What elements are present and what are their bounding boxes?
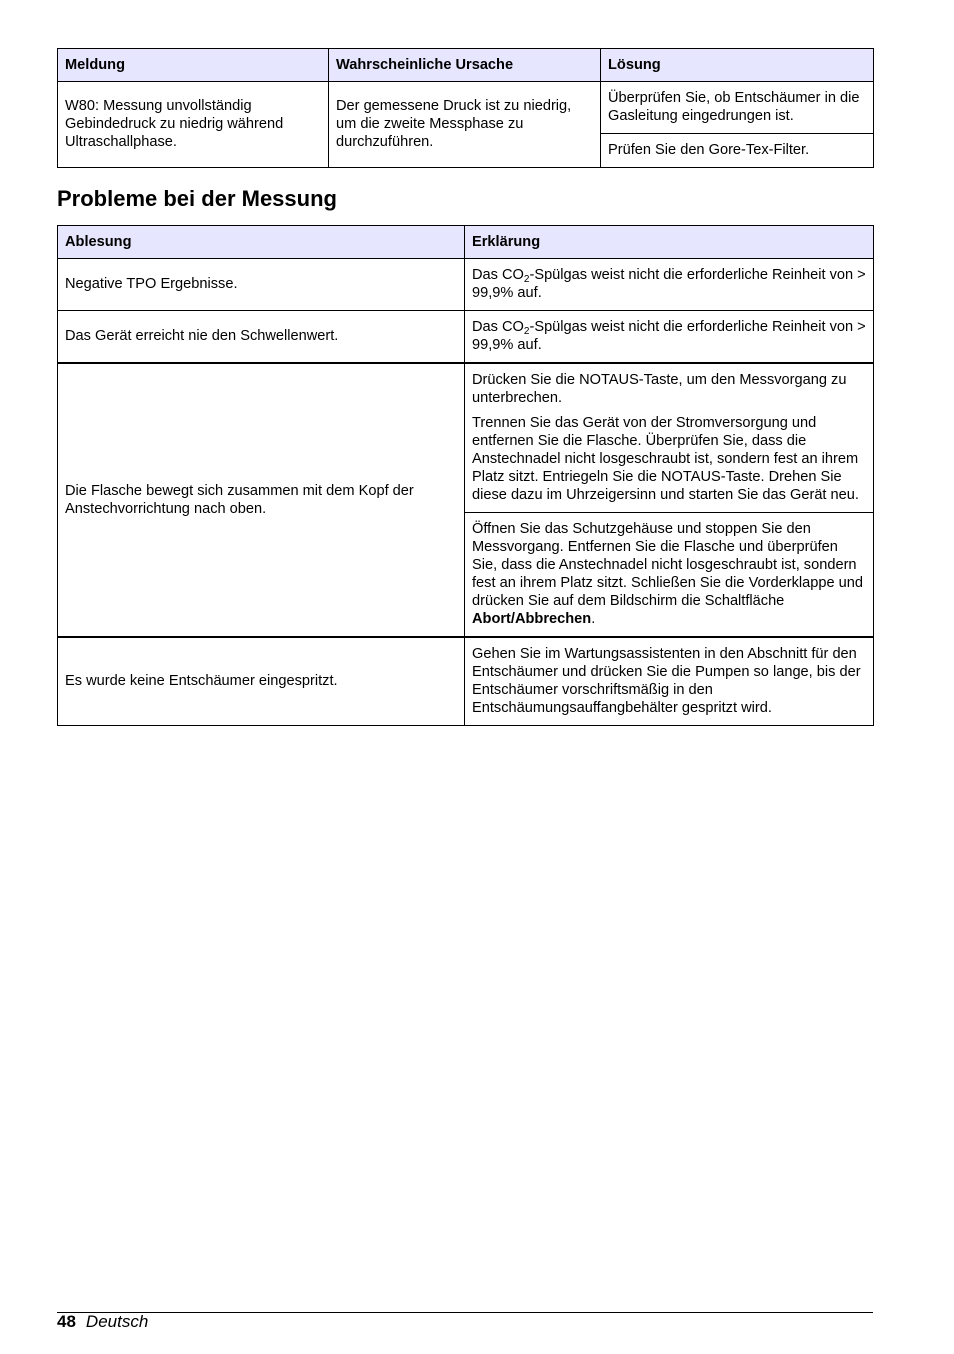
header-ursache: Wahrscheinliche Ursache [329, 49, 601, 82]
loesung-cell: Prüfen Sie den Gore-Tex-Filter. [601, 134, 874, 168]
section-title: Probleme bei der Messung [57, 186, 337, 211]
abort-button-label: Abort/Abbrechen [472, 611, 592, 627]
erklaerung-cell: Öffnen Sie das Schutzgehäuse und stoppen Sie den Messvorgang. Entfernen Sie die Flasche und überprüfen Sie, dass die Anstechnadel nicht losgeschraubt ist, sondern fest an ihrem Platz sitzt. Schließen Sie die Vorderklappe und drücken Sie auf dem Bildschirm die Schaltfläche Abort/Abbrechen. [465, 513, 874, 638]
table-row [58, 259, 874, 311]
measurement-problems-table [57, 225, 874, 726]
table-row [58, 637, 874, 726]
erklaerung-cell: Drücken Sie die NOTAUS-Taste, um den Messvorgang zu unterbrechen. Trennen Sie das Gerät von der Stromversorgung und entfernen Sie die Flasche. Überprüfen Sie, dass die Anstechnadel nicht losgeschraubt ist, sondern fest an ihrem Platz sitzt. Entriegeln Sie die NOTAUS-Taste. Drehen Sie diese dazu im Uhrzeigersinn und starten Sie das Gerät neu. [465, 363, 874, 513]
error-message-table [57, 48, 874, 168]
erklaerung-cell: Das $CO_2$-Spülgas weist nicht die erforderliche Reinheit von > 99,9% auf. [465, 259, 874, 311]
page-number: 48 [57, 1312, 76, 1331]
header-erklaerung: Erklärung [465, 226, 874, 259]
ablesung-cell: Das Gerät erreicht nie den Schwellenwert. [58, 311, 465, 364]
ablesung-cell: Die Flasche bewegt sich zusammen mit dem Kopf der Anstechvorrichtung nach oben. [58, 363, 465, 637]
ablesung-cell: Negative TPO Ergebnisse. [58, 259, 465, 311]
table-row [58, 311, 874, 364]
erklaerung-cell: Gehen Sie im Wartungsassistenten in den Abschnitt für den Entschäumer und drücken Sie die Pumpen so lange, bis der Entschäumer vorschriftsmäßig in den Entschäumungsauffangbehälter gespritzt wird. [465, 637, 874, 726]
table-row [58, 363, 874, 513]
loesung-cell: Überprüfen Sie, ob Entschäumer in die Gasleitung eingedrungen ist. [601, 82, 874, 134]
page-footer [57, 1312, 148, 1332]
table-header-row [58, 226, 874, 259]
erklaerung-cell: Das $CO_2$-Spülgas weist nicht die erforderliche Reinheit von > 99,9% auf. [465, 311, 874, 364]
ablesung-cell: Es wurde keine Entschäumer eingespritzt. [58, 637, 465, 726]
header-meldung: Meldung [58, 49, 329, 82]
header-ablesung: Ablesung [58, 226, 465, 259]
footer-divider [57, 1312, 873, 1313]
table-header-row [58, 49, 874, 82]
header-loesung: Lösung [601, 49, 874, 82]
table-row [58, 82, 874, 134]
meldung-cell: W80: Messung unvollständig Gebindedruck zu niedrig während Ultraschallphase. [58, 82, 329, 168]
ursache-cell: Der gemessene Druck ist zu niedrig, um die zweite Messphase zu durchzuführen. [329, 82, 601, 168]
footer-language: Deutsch [85, 1312, 149, 1331]
